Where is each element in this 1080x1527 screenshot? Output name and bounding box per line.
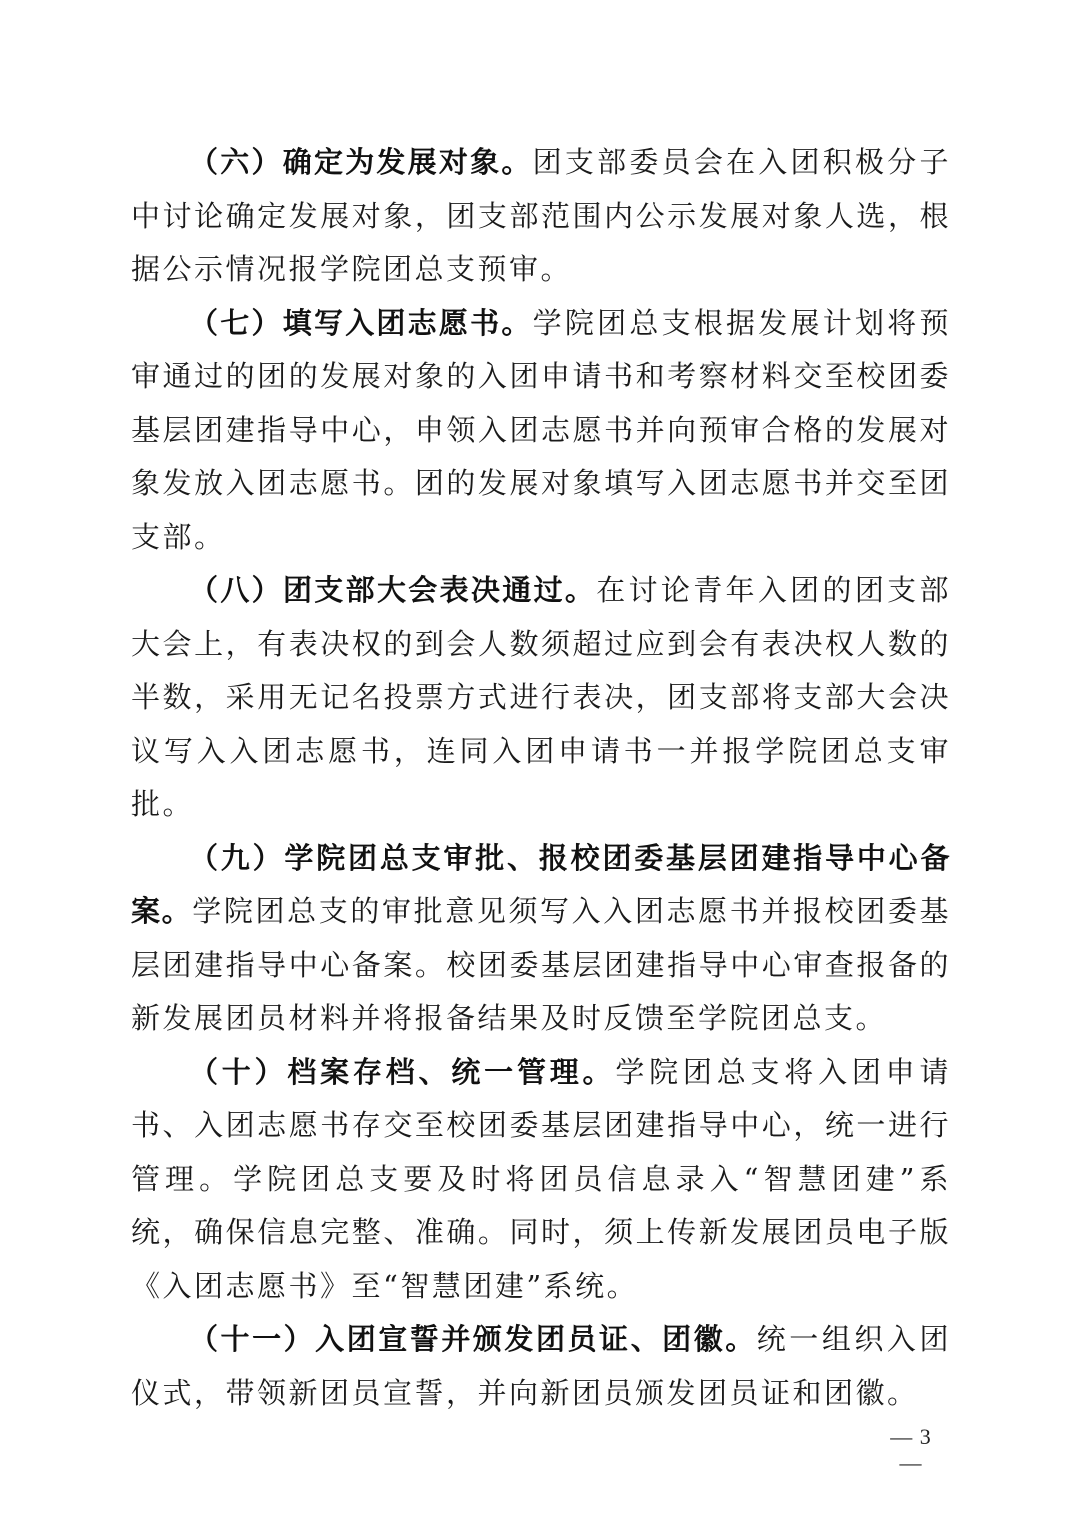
paragraph-heading: （十一）入团宣誓并颁发团员证、团徽。	[189, 1322, 757, 1356]
paragraph-eleven	[131, 1313, 951, 1420]
paragraph-seven	[131, 297, 951, 565]
paragraph-text: 学院团总支的审批意见须写入入团志愿书并报校团委基层团建指导中心备案。校团委基层团建指导中心审查报备的新发展团员材料并将报备结果及时反馈至学院团总支。	[131, 894, 951, 1035]
paragraph-nine	[131, 832, 951, 1046]
paragraph-eight	[131, 564, 951, 832]
paragraph-text: 在讨论青年入团的团支部大会上，有表决权的到会人数须超过应到会有表决权人数的半数，采用无记名投票方式进行表决，团支部将支部大会决议写入入团志愿书，连同入团申请书一并报学院团总支审批。	[131, 573, 951, 821]
page-number: — 3 —	[890, 1424, 932, 1475]
paragraph-ten	[131, 1046, 951, 1314]
paragraph-heading: （九）学院团总支审批、报校团委基层团建指导中心备案。	[131, 840, 951, 928]
paragraph-heading: （六）确定为发展对象。	[189, 145, 533, 179]
paragraph-heading: （十）档案存档、统一管理。	[189, 1054, 616, 1089]
document-body	[131, 136, 951, 1420]
paragraph-text: 学院团总支根据发展计划将预审通过的团的发展对象的入团申请书和考察材料交至校团委基层团建指导中心，申领入团志愿书并向预审合格的发展对象发放入团志愿书。团的发展对象填写入团志愿书并交至团支部。	[131, 305, 951, 554]
paragraph-text: 团支部委员会在入团积极分子中讨论确定发展对象，团支部范围内公示发展对象人选，根据公示情况报学院团总支预审。	[131, 145, 951, 286]
paragraph-six	[131, 136, 951, 297]
paragraph-heading: （七）填写入团志愿书。	[189, 305, 533, 340]
paragraph-heading: （八）团支部大会表决通过。	[189, 573, 597, 607]
paragraph-text: 统一组织入团仪式，带领新团员宣誓，并向新团员颁发团员证和团徽。	[131, 1322, 951, 1410]
paragraph-text: 学院团总支将入团申请书、入团志愿书存交至校团委基层团建指导中心，统一进行管理。学院团总支要及时将团员信息录入“智慧团建”系统，确保信息完整、准确。同时，须上传新发展团员电子版《入团志愿书》至“智慧团建”系统。	[131, 1054, 951, 1303]
